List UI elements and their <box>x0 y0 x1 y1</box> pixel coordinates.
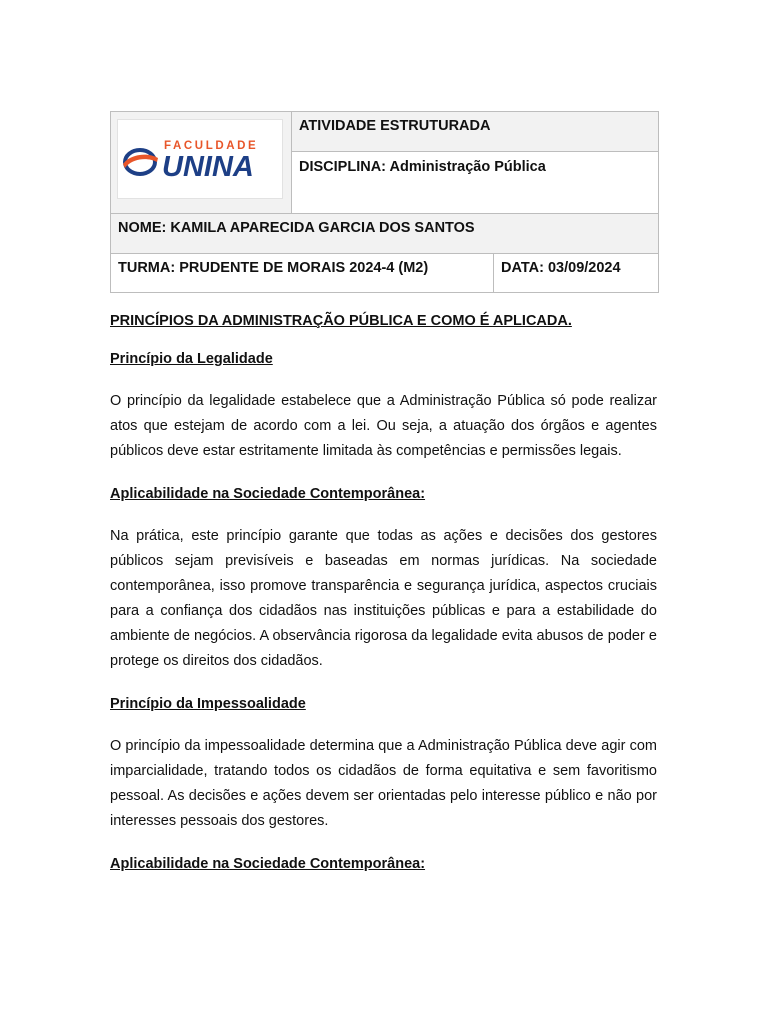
document-page <box>110 111 657 872</box>
discipline-label: DISCIPLINA: Administração Pública <box>299 159 546 175</box>
class-cell <box>111 254 494 293</box>
activity-label: ATIVIDADE ESTRUTURADA <box>299 118 491 134</box>
student-name: NOME: KAMILA APARECIDA GARCIA DOS SANTOS <box>118 220 475 236</box>
logo-faculdade-text: FACULDADE <box>164 140 259 152</box>
section-heading: Princípio da Impessoalidade <box>110 696 306 712</box>
section-heading: Aplicabilidade na Sociedade Contemporânea: <box>110 856 426 872</box>
discipline-cell <box>292 152 659 214</box>
document-title: PRINCÍPIOS DA ADMINISTRAÇÃO PÚBLICA E COMO É APLICADA. <box>110 313 572 329</box>
unina-logo-graphic <box>120 134 280 182</box>
section-heading: Princípio da Legalidade <box>110 351 273 367</box>
paragraph: O princípio da legalidade estabelece que a Administração Pública só pode realizar atos que estejam de acordo com a lei. Ou seja, a atuação dos órgãos e agentes públicos deve estar estritamente limitada às competências e permissões legais. <box>110 393 657 459</box>
date-label: DATA: 03/09/2024 <box>501 260 621 276</box>
date-cell <box>494 254 659 293</box>
paragraph: O princípio da impessoalidade determina que a Administração Pública deve agir com imparcialidade, tratando todos os cidadãos de forma equitativa e sem favoritismo pessoal. As decisões e ações devem ser orientadas pelo interesse público e não por interesses pessoais dos gestores. <box>110 738 657 829</box>
faculdade-unina-logo <box>117 119 283 199</box>
logo-cell <box>111 112 292 214</box>
name-cell <box>111 214 659 254</box>
logo-unina-text: UNINA <box>162 151 254 182</box>
header-table <box>110 111 659 293</box>
paragraph: Na prática, este princípio garante que todas as ações e decisões dos gestores públicos sejam previsíveis e baseadas em normas jurídicas. Na sociedade contemporânea, isso promove transparência e segurança jurídica, aspectos cruciais para a confiança dos cidadãos nas instituições públicas e para a estabilidade do ambiente de negócios. A observância rigorosa da legalidade evita abusos de poder e protege os direitos dos cidadãos. <box>110 528 657 669</box>
activity-cell <box>292 112 659 152</box>
section-heading: Aplicabilidade na Sociedade Contemporânea: <box>110 486 426 502</box>
class-label: TURMA: PRUDENTE DE MORAIS 2024-4 (M2) <box>118 260 429 276</box>
